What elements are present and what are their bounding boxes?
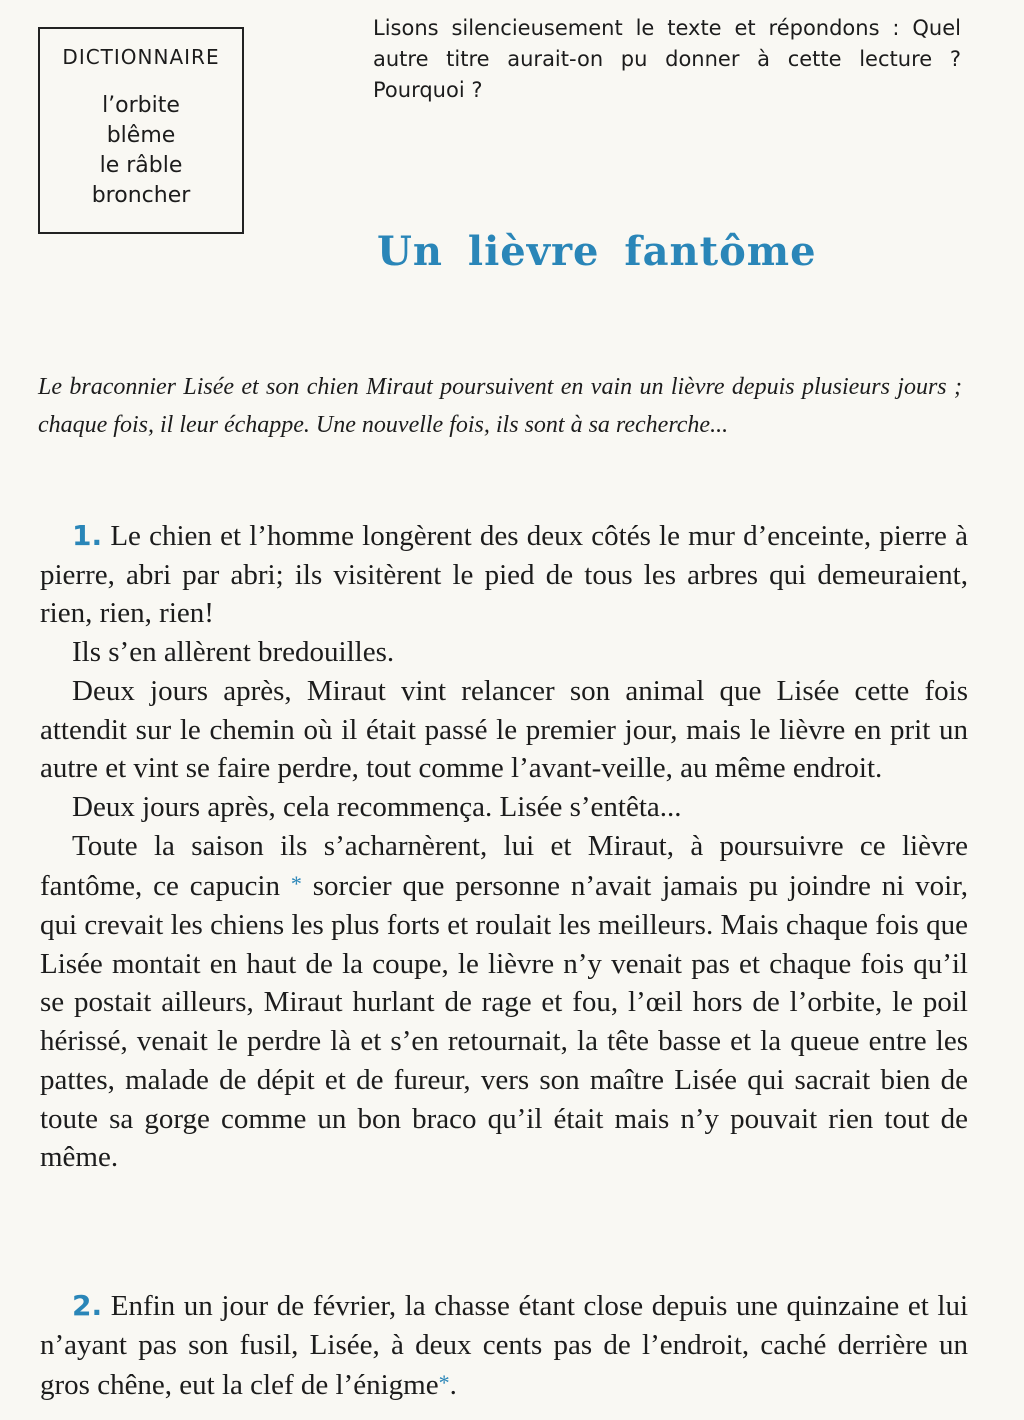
section-2 — [40, 1287, 968, 1405]
reading-instruction — [373, 13, 961, 106]
page-title: Un lièvre fantôme — [377, 228, 817, 275]
section-number: 2. — [72, 1289, 103, 1322]
instruction-question: Quel autre titre aurait-on pu donner à cette lecture ? Pourquoi ? — [373, 16, 961, 102]
dictionary-title: DICTIONNAIRE — [62, 45, 220, 69]
paragraph-text: sorcier que personne n’avait jamais pu joindre ni voir, qui crevait les chiens les plus forts et roulait les meilleurs. Mais chaque fois que Lisée montait en haut de la coupe, le lièvre n’y venait pas et chaque fois qu’il se postait ailleurs, Miraut hurlant de rage et fou, l’œil hors de l’orbite, le poil hérissé, venait le perdre là et s’en retournait, la tête basse et la queue entre les pattes, malade de dépit et de fureur, vers son maître Lisée qui sacrait bien de toute sa gorge comme un bon braco qu’il était mais n’y pouvait rien tout de même. — [40, 870, 968, 1174]
instruction-lead: Lisons silencieusement le texte et répondons : — [373, 16, 900, 40]
dictionary-word: blême — [106, 123, 176, 148]
paragraph-text: Le chien et l’homme longèrent des deux côtés le mur d’enceinte, pierre à pierre, abri par abri; ils visitèrent le pied de tous les arbres qui demeuraient, rien, rien, rien! — [40, 520, 968, 630]
intro-paragraph: Le braconnier Lisée et son chien Miraut poursuivent en vain un lièvre depuis plusieurs jours ; chaque fois, il leur échappe. Une nouvelle fois, ils sont à sa recherche... — [38, 374, 962, 438]
paragraph — [40, 827, 968, 1177]
dictionary-word: le râble — [99, 153, 183, 178]
dictionary-box — [38, 27, 244, 234]
paragraph-text: Enfin un jour de février, la chasse étant close depuis une quinzaine et lui n’ayant pas son fusil, Lisée, à deux cents pas de l’endroit, caché derrière un gros chêne, eut la clef de l’énigme — [40, 1290, 969, 1402]
dictionary-word-list — [40, 91, 242, 211]
paragraph: Deux jours après, cela recommença. Lisée s’entêta... — [72, 790, 682, 823]
footnote-star: * — [438, 1370, 450, 1396]
paragraph: Deux jours après, Miraut vint relancer son animal que Lisée cette fois attendit sur le chemin où il était passé le premier jour, mais le lièvre en prit un autre et vint se faire perdre, tout comme l’avant-veille, au même endroit. — [40, 674, 968, 785]
paragraph: Ils s’en allèrent bredouilles. — [72, 636, 395, 669]
paragraph — [40, 1287, 968, 1405]
paragraph-text: Toute la saison ils s’acharnèrent, lui et Miraut, à poursuivre ce lièvre fantôme, ce capucin — [40, 829, 968, 903]
section-number: 1. — [72, 519, 103, 552]
paragraph-end: . — [449, 1369, 457, 1402]
section-1 — [40, 517, 968, 1177]
dictionary-word: broncher — [91, 183, 191, 208]
dictionary-word: l’orbite — [102, 93, 180, 118]
footnote-star: * — [290, 871, 302, 897]
paragraph — [40, 517, 968, 633]
